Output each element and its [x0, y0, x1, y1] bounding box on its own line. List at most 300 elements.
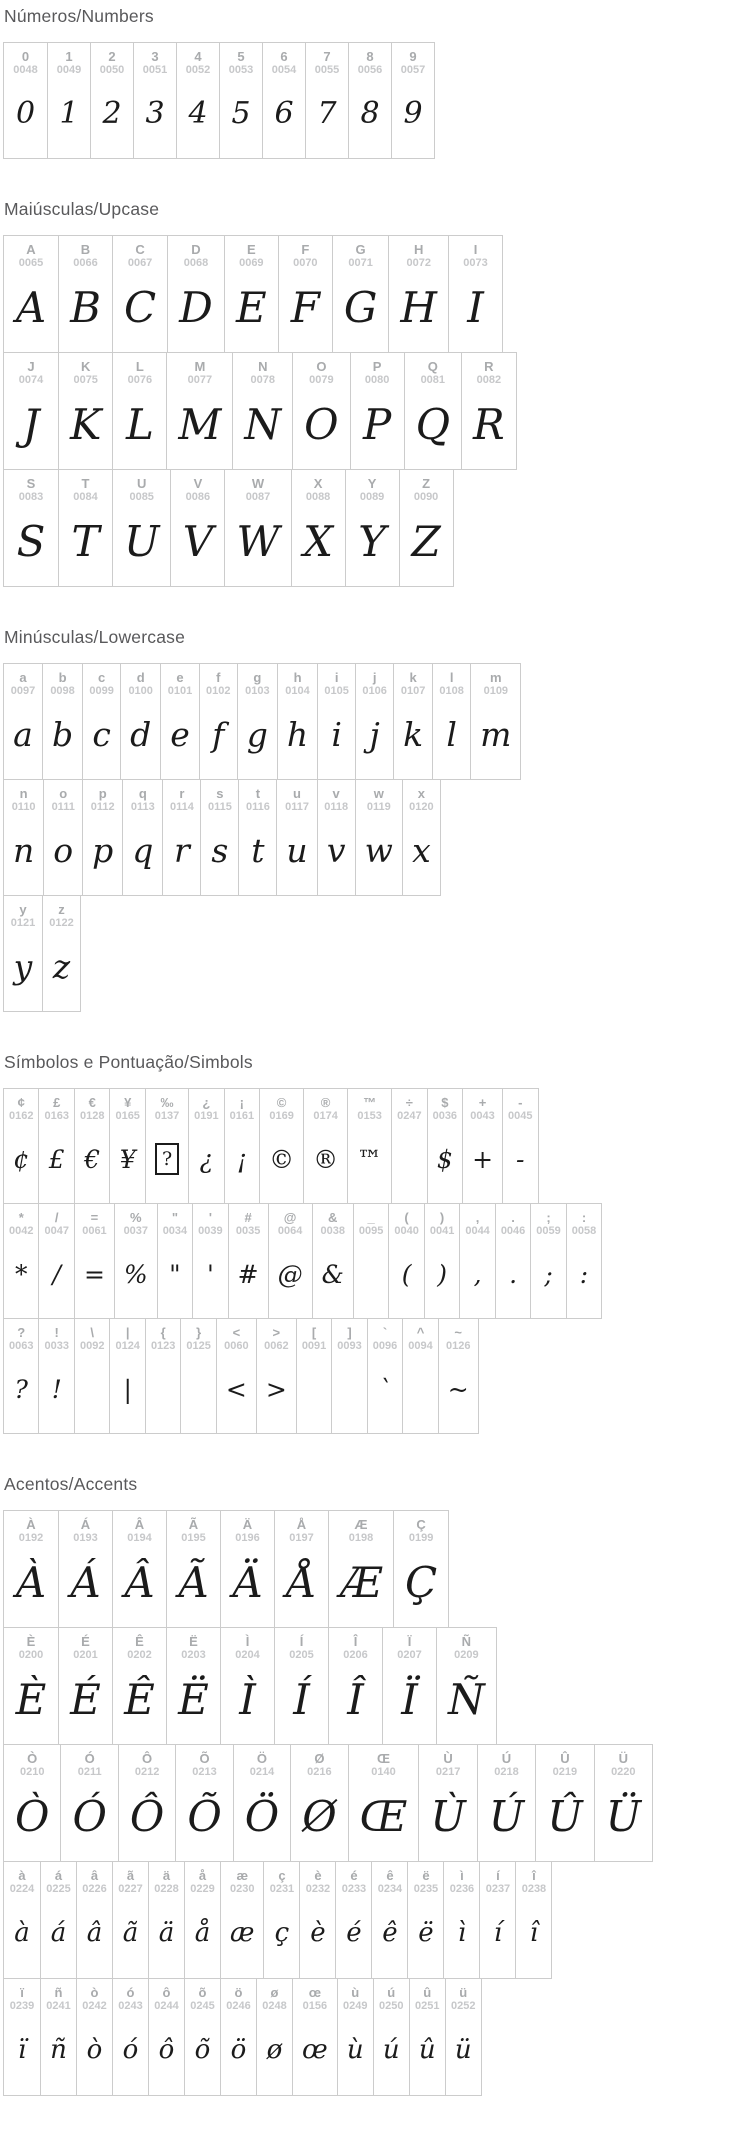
charmap-section: [3, 1474, 730, 2096]
cell-character-label: X: [313, 476, 323, 491]
cell-character-label: J: [27, 359, 35, 374]
glyph-cell: [4, 664, 42, 779]
glyph-cell: [348, 1745, 419, 1861]
cell-unicode-label: 0080: [364, 374, 390, 386]
glyph-cell: [219, 43, 262, 158]
cell-character-label: 4: [194, 49, 202, 64]
cell-unicode-label: 0197: [289, 1532, 314, 1544]
glyph-cell: [82, 664, 120, 779]
glyph-cell: [367, 1319, 402, 1433]
cell-unicode-label: 0071: [348, 257, 373, 269]
glyph-preview: û: [418, 2035, 436, 2065]
cell-character-label: Ü: [618, 1751, 628, 1766]
cell-unicode-label: 0052: [185, 64, 211, 76]
glyph-row: [3, 1861, 552, 1979]
glyph-preview: 7: [317, 96, 337, 131]
glyph-cell: [58, 1628, 112, 1744]
cell-character-label: M: [194, 359, 206, 374]
glyph-preview: Ä: [232, 1557, 263, 1607]
cell-character-label: Œ: [377, 1751, 390, 1766]
glyph-preview: A: [15, 282, 47, 332]
glyph-preview: ï: [17, 2035, 27, 2065]
glyph-cell: [112, 1862, 148, 1978]
cell-unicode-label: 0110: [11, 801, 36, 813]
glyph-preview: ô: [158, 2035, 175, 2065]
cell-unicode-label: 0246: [226, 2000, 251, 2012]
glyph-cell: [393, 1511, 448, 1627]
cell-character-label: n: [19, 786, 28, 801]
cell-character-label: S: [26, 476, 36, 491]
cell-character-label: À: [26, 1517, 36, 1532]
glyph-preview: ~: [447, 1374, 469, 1404]
cell-character-label: ø: [270, 1985, 279, 2000]
cell-character-label: 1: [65, 49, 73, 64]
glyph-preview: ): [437, 1259, 447, 1289]
cell-unicode-label: 0100: [128, 685, 153, 697]
cell-character-label: x: [417, 786, 426, 801]
glyph-cell: [256, 1979, 292, 2095]
cell-character-label: ™: [363, 1095, 377, 1110]
glyph-preview: ú: [382, 2035, 400, 2065]
glyph-preview: @: [277, 1259, 303, 1289]
cell-unicode-label: 0226: [82, 1883, 107, 1895]
glyph-preview: è: [310, 1918, 326, 1948]
cell-character-label: i: [334, 670, 339, 685]
glyph-cell: [355, 664, 393, 779]
cell-unicode-label: 0213: [192, 1766, 217, 1778]
glyph-preview: í: [493, 1918, 503, 1948]
cell-unicode-label: 0111: [51, 801, 75, 813]
glyph-preview: Í: [293, 1674, 310, 1724]
glyph-cell: [74, 1204, 114, 1318]
glyph-cell: [238, 780, 276, 895]
glyph-preview: E: [235, 282, 267, 332]
cell-unicode-label: 0082: [476, 374, 502, 386]
cell-unicode-label: 0209: [454, 1649, 479, 1661]
cell-unicode-label: 0084: [73, 491, 98, 503]
cell-unicode-label: 0251: [414, 2000, 440, 2012]
glyph-cell: [38, 1089, 73, 1203]
glyph-cell: [112, 470, 170, 586]
glyph-cell: [38, 1319, 73, 1433]
cell-unicode-label: 0194: [127, 1532, 152, 1544]
glyph-cell: [350, 353, 404, 469]
glyph-preview: V: [182, 516, 214, 566]
cell-unicode-label: 0046: [500, 1225, 526, 1237]
glyph-preview: [88, 1353, 96, 1433]
glyph-preview: C: [124, 282, 157, 332]
glyph-cell: [388, 1204, 423, 1318]
cell-character-label: ;: [546, 1210, 551, 1225]
cell-character-label: Ù: [443, 1751, 453, 1766]
cell-character-label: ó: [126, 1985, 135, 2000]
glyph-cell: [4, 1089, 38, 1203]
cell-character-label: Z: [422, 476, 431, 491]
glyph-cell: [353, 1204, 388, 1318]
glyph-cell: [4, 1511, 58, 1627]
cell-unicode-label: 0068: [183, 257, 209, 269]
glyph-cell: [224, 236, 278, 352]
glyph-cell: [317, 664, 355, 779]
cell-character-label: ì: [460, 1868, 464, 1883]
glyph-preview: ø: [266, 2035, 283, 2065]
charmap-section: [3, 6, 730, 159]
cell-character-label: ï: [20, 1985, 24, 2000]
glyph-preview: *: [14, 1259, 28, 1289]
glyph-preview: Û: [547, 1791, 583, 1841]
glyph-preview: Ü: [605, 1791, 642, 1841]
cell-character-label: L: [135, 359, 144, 374]
cell-unicode-label: 0245: [190, 2000, 215, 2012]
cell-character-label: É: [81, 1634, 90, 1649]
glyph-cell: [112, 1628, 166, 1744]
glyph-preview: å: [194, 1918, 211, 1948]
cell-unicode-label: 0102: [206, 685, 231, 697]
glyph-preview: Ì: [239, 1674, 256, 1724]
glyph-cell: [58, 1511, 112, 1627]
glyph-cell: [448, 236, 502, 352]
glyph-cell: [38, 1204, 73, 1318]
glyph-cell: [192, 1204, 227, 1318]
glyph-preview: ©: [269, 1144, 295, 1174]
glyph-cell: [290, 1745, 347, 1861]
glyph-cell: [42, 664, 82, 779]
cell-unicode-label: 0103: [245, 685, 270, 697]
cell-unicode-label: 0058: [571, 1225, 597, 1237]
glyph-cell: [184, 1979, 220, 2095]
cell-unicode-label: 0066: [73, 257, 98, 269]
cell-unicode-label: 0040: [394, 1225, 419, 1237]
glyph-cell: [443, 1862, 479, 1978]
cell-character-label: ': [208, 1210, 212, 1225]
glyph-preview: g: [246, 715, 268, 754]
glyph-preview: Ø: [302, 1791, 337, 1841]
glyph-cell: [170, 470, 224, 586]
cell-character-label: u: [293, 786, 301, 801]
cell-character-label: d: [136, 670, 145, 685]
cell-character-label: p: [98, 786, 107, 801]
glyph-cell: [175, 1745, 232, 1861]
glyph-cell: [166, 353, 232, 469]
cell-character-label: R: [484, 359, 494, 374]
glyph-preview: I: [467, 282, 484, 332]
cell-character-label: Ó: [84, 1751, 95, 1766]
glyph-cell: [348, 43, 391, 158]
cell-character-label: h: [293, 670, 302, 685]
cell-character-label: U: [137, 476, 147, 491]
glyph-row: [3, 1978, 482, 2096]
cell-unicode-label: 0212: [134, 1766, 160, 1778]
cell-unicode-label: 0238: [521, 1883, 547, 1895]
glyph-cell: [145, 1089, 188, 1203]
glyph-preview: r: [174, 831, 190, 870]
cell-unicode-label: 0081: [420, 374, 446, 386]
section-title: Números/Numbers: [4, 6, 154, 26]
cell-character-label: Ë: [189, 1634, 198, 1649]
glyph-cell: [292, 353, 349, 469]
cell-unicode-label: 0076: [127, 374, 153, 386]
cell-unicode-label: 0099: [89, 685, 114, 697]
cell-unicode-label: 0224: [9, 1883, 35, 1895]
glyph-preview: o: [53, 831, 74, 870]
cell-unicode-label: 0219: [552, 1766, 578, 1778]
cell-unicode-label: 0191: [194, 1110, 219, 1122]
glyph-preview: [417, 1353, 425, 1433]
glyph-preview: É: [70, 1674, 101, 1724]
cell-unicode-label: 0050: [99, 64, 125, 76]
glyph-cell: [4, 1204, 38, 1318]
cell-character-label: (: [404, 1210, 409, 1225]
glyph-cell: [133, 43, 176, 158]
cell-unicode-label: 0120: [409, 801, 434, 813]
glyph-cell: [4, 1319, 38, 1433]
cell-unicode-label: 0088: [305, 491, 331, 503]
cell-character-label: W: [251, 476, 265, 491]
glyph-cell: [296, 1319, 331, 1433]
glyph-preview: [346, 1353, 354, 1433]
cell-character-label: ÷: [405, 1095, 413, 1110]
cell-character-label: :: [581, 1210, 587, 1225]
cell-character-label: t: [255, 786, 261, 801]
cell-unicode-label: 0062: [264, 1340, 289, 1352]
glyph-cell: [337, 1979, 373, 2095]
glyph-preview: ã: [122, 1918, 139, 1948]
glyph-preview: À: [15, 1557, 47, 1607]
glyph-cell: [382, 1628, 436, 1744]
cell-character-label: G: [355, 242, 366, 257]
cell-character-label: ,: [475, 1210, 480, 1225]
glyph-preview: N: [244, 399, 282, 449]
glyph-cell: [233, 1745, 290, 1861]
cell-character-label: {: [160, 1325, 166, 1340]
glyph-preview: %: [123, 1259, 148, 1289]
glyph-preview: [405, 1123, 413, 1203]
glyph-preview: Ó: [72, 1791, 107, 1841]
cell-character-label: í: [496, 1868, 500, 1883]
glyph-cell: [391, 43, 434, 158]
glyph-cell: [355, 780, 402, 895]
cell-character-label: g: [253, 670, 262, 685]
cell-unicode-label: 0060: [224, 1340, 249, 1352]
glyph-preview: ä: [158, 1918, 175, 1948]
glyph-cell: [477, 1745, 535, 1861]
glyph-cell: [224, 470, 290, 586]
glyph-preview: +: [472, 1144, 494, 1174]
glyph-preview: P: [362, 399, 392, 449]
glyph-preview: -: [516, 1144, 525, 1174]
cell-character-label: ¿: [202, 1095, 211, 1110]
glyph-cell: [345, 470, 399, 586]
cell-character-label: ¥: [124, 1095, 132, 1110]
cell-unicode-label: 0230: [229, 1883, 255, 1895]
cell-character-label: O: [316, 359, 327, 374]
cell-character-label: \: [90, 1325, 95, 1340]
cell-unicode-label: 0140: [371, 1766, 396, 1778]
cell-unicode-label: 0242: [82, 2000, 107, 2012]
cell-unicode-label: 0045: [508, 1110, 533, 1122]
glyph-preview: #: [237, 1259, 259, 1289]
cell-unicode-label: 0056: [357, 64, 383, 76]
glyph-cell: [216, 1319, 256, 1433]
cell-unicode-label: 0229: [190, 1883, 215, 1895]
cell-unicode-label: 0116: [245, 801, 270, 813]
cell-unicode-label: 0053: [228, 64, 254, 76]
glyph-cell: [515, 1862, 551, 1978]
glyph-preview: 3: [145, 96, 165, 131]
cell-character-label: Î: [353, 1634, 358, 1649]
glyph-preview: ü: [454, 2035, 472, 2065]
glyph-cell: [305, 43, 348, 158]
glyph-preview: Y: [358, 516, 386, 566]
glyph-preview: |: [123, 1374, 132, 1404]
cell-character-label: 9: [409, 49, 417, 64]
cell-character-label: ñ: [54, 1985, 63, 2000]
cell-unicode-label: 0193: [73, 1532, 98, 1544]
glyph-preview: ¢: [13, 1144, 30, 1174]
glyph-cell: [118, 1745, 175, 1861]
glyph-row: [3, 1318, 479, 1434]
glyph-preview: [151, 1123, 183, 1203]
cell-unicode-label: 0248: [262, 2000, 287, 2012]
glyph-preview: Ê: [124, 1674, 155, 1724]
glyph-preview: (: [401, 1259, 412, 1289]
glyph-cell: [145, 1319, 180, 1433]
glyph-cell: [4, 1745, 60, 1861]
cell-unicode-label: 0126: [445, 1340, 471, 1352]
cell-character-label: ®: [320, 1095, 331, 1110]
cell-unicode-label: 0239: [9, 2000, 35, 2012]
glyph-preview: h: [286, 715, 309, 754]
cell-unicode-label: 0200: [18, 1649, 44, 1661]
cell-character-label: ù: [351, 1985, 360, 2000]
cell-character-label: K: [81, 359, 91, 374]
glyph-preview: é: [346, 1918, 362, 1948]
cell-character-label: ‰: [160, 1095, 174, 1110]
glyph-preview: d: [130, 715, 152, 754]
cell-character-label: û: [423, 1985, 432, 2000]
glyph-preview: ö: [230, 2035, 247, 2065]
glyph-cell: [157, 1204, 192, 1318]
glyph-preview: k: [403, 715, 424, 754]
glyph-cell: [459, 1204, 494, 1318]
cell-unicode-label: 0043: [470, 1110, 495, 1122]
glyph-preview: 5: [231, 96, 251, 131]
cell-character-label: Á: [80, 1517, 91, 1532]
glyph-cell: [347, 1089, 391, 1203]
cell-unicode-label: 0092: [79, 1340, 105, 1352]
glyph-cell: [112, 1979, 148, 2095]
cell-unicode-label: 0153: [357, 1110, 382, 1122]
cell-character-label: ë: [422, 1868, 430, 1883]
glyph-preview: b: [52, 715, 74, 754]
glyph-preview: ™: [357, 1144, 383, 1174]
glyph-cell: [331, 1319, 366, 1433]
cell-character-label: #: [244, 1210, 252, 1225]
cell-unicode-label: 0041: [429, 1225, 455, 1237]
glyph-preview: e: [170, 715, 190, 754]
cell-unicode-label: 0098: [50, 685, 75, 697]
cell-unicode-label: 0069: [239, 257, 264, 269]
cell-character-label: >: [272, 1325, 281, 1340]
glyph-preview: B: [70, 282, 101, 332]
cell-unicode-label: 0048: [13, 64, 38, 76]
cell-unicode-label: 0061: [82, 1225, 107, 1237]
glyph-preview: [367, 1238, 375, 1318]
glyph-preview: 8: [360, 96, 380, 131]
glyph-cell: [148, 1979, 184, 2095]
glyph-cell: [424, 1204, 459, 1318]
cell-unicode-label: 0119: [366, 801, 391, 813]
glyph-cell: [58, 470, 112, 586]
glyph-preview: Â: [124, 1557, 155, 1607]
cell-unicode-label: 0169: [269, 1110, 294, 1122]
glyph-preview: j: [369, 715, 380, 754]
cell-character-label: Ú: [501, 1751, 512, 1766]
cell-character-label: æ: [236, 1868, 248, 1883]
cell-unicode-label: 0104: [285, 685, 310, 697]
glyph-cell: [445, 1979, 481, 2095]
glyph-preview: €: [84, 1144, 101, 1174]
cell-character-label: ê: [386, 1868, 394, 1883]
glyph-preview: ,: [473, 1259, 482, 1289]
cell-unicode-label: 0227: [118, 1883, 143, 1895]
cell-unicode-label: 0199: [408, 1532, 434, 1544]
glyph-preview: a: [13, 715, 33, 754]
cell-character-label: È: [26, 1634, 36, 1649]
glyph-preview: â: [86, 1918, 103, 1948]
glyph-preview: ò: [86, 2035, 103, 2065]
cell-character-label: ^: [416, 1325, 425, 1340]
cell-character-label: H: [414, 242, 424, 257]
glyph-preview: D: [179, 282, 213, 332]
cell-unicode-label: 0034: [162, 1225, 188, 1237]
glyph-preview: à: [14, 1918, 30, 1948]
cell-unicode-label: 0214: [249, 1766, 275, 1778]
cell-character-label: ": [171, 1210, 179, 1225]
glyph-preview: æ: [230, 1918, 255, 1948]
cell-character-label: A: [26, 242, 36, 257]
cell-unicode-label: 0161: [229, 1110, 255, 1122]
cell-unicode-label: 0203: [181, 1649, 206, 1661]
glyph-row: [3, 1088, 539, 1204]
cell-unicode-label: 0231: [269, 1883, 295, 1895]
cell-character-label: £: [53, 1095, 61, 1110]
cell-character-label: *: [18, 1210, 24, 1225]
glyph-preview: y: [13, 947, 33, 986]
glyph-preview: z: [52, 947, 71, 986]
cell-unicode-label: 0156: [302, 2000, 328, 2012]
glyph-preview: c: [92, 715, 111, 754]
glyph-preview: i: [331, 715, 342, 754]
glyph-cell: [220, 1979, 256, 2095]
cell-character-label: €: [88, 1095, 96, 1110]
glyph-cell: [276, 780, 316, 895]
glyph-cell: [418, 1745, 476, 1861]
character-map: [3, 6, 730, 2096]
cell-unicode-label: 0113: [130, 801, 155, 813]
cell-character-label: y: [19, 902, 27, 917]
glyph-preview: ®: [313, 1144, 339, 1174]
cell-unicode-label: 0036: [432, 1110, 458, 1122]
cell-unicode-label: 0202: [127, 1649, 152, 1661]
glyph-preview: Ô: [129, 1791, 165, 1841]
glyph-cell: [167, 236, 224, 352]
cell-character-label: Y: [367, 476, 377, 491]
cell-unicode-label: 0033: [44, 1340, 69, 1352]
glyph-cell: [291, 470, 345, 586]
cell-unicode-label: 0201: [73, 1649, 98, 1661]
glyph-cell: [427, 1089, 462, 1203]
